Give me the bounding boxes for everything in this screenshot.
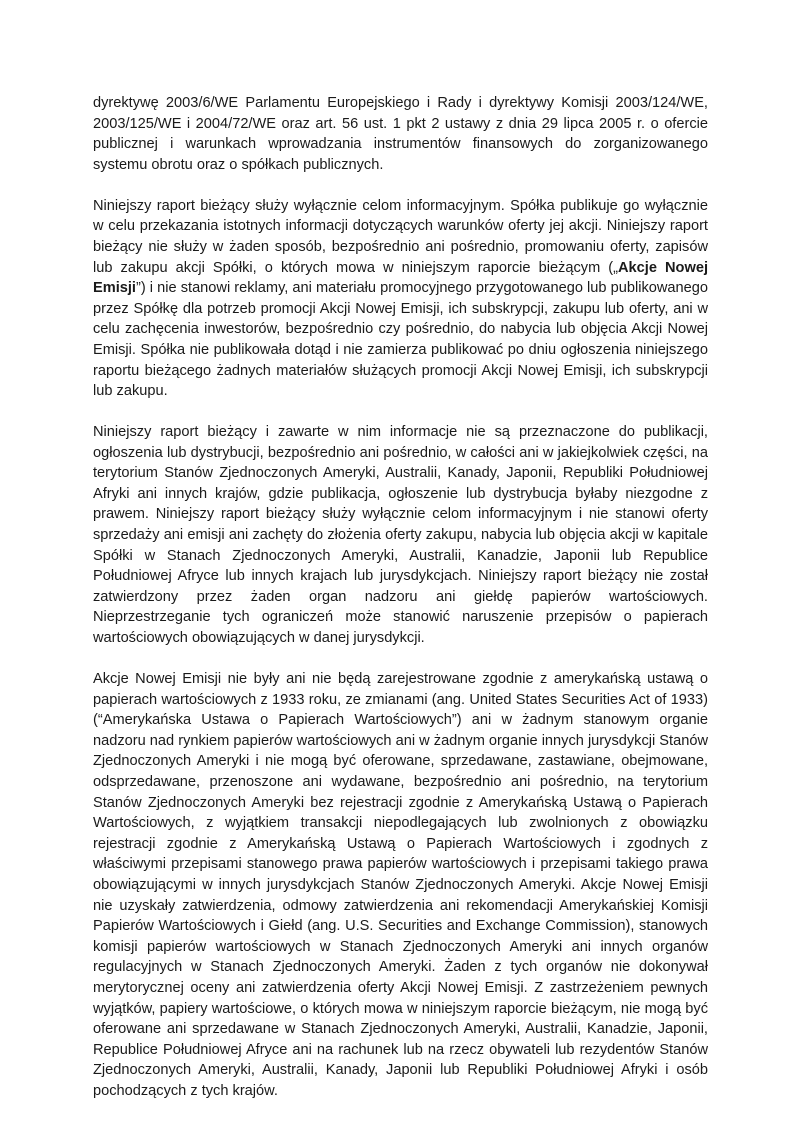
paragraph-text-after: ”) i nie stanowi reklamy, ani materiału promocyjnego przygotowanego lub publikowanego przez Spółkę dla potrzeb promocji Akcji Nowej Emisji, ich subskrypcji, zakupu lub oferty, ani w celu zachęcenia inwestorów, bezpośrednio czy pośrednio, do nabycia lub objęcia Akcji Nowej Emisji. Spółka nie publikowała dotąd i nie zamierza publikować po dniu ogłoszenia niniejszego raportu bieżącego żadnych materiałów służących promocji Akcji Nowej Emisji, ich subskrypcji lub zakupu.	[93, 280, 708, 400]
paragraph-text-before: Niniejszy raport bieżący służy wyłącznie celom informacyjnym. Spółka publikuje go wyłącznie w celu przekazania istotnych informacji dotyczących warunków oferty jej akcji. Niniejszy raport bieżący nie służy w żaden sposób, bezpośrednio ani pośrednio, promowaniu oferty, zapisów lub zakupu akcji Spółki, o których mowa w niniejszym raporcie bieżącym („	[93, 197, 708, 276]
paragraph-us-securities-act: Akcje Nowej Emisji nie były ani nie będą zarejestrowane zgodnie z amerykańską ustawą o papierach wartościowych z 1933 roku, ze zmianami (ang. United States Securities Act of 1933) (“Amerykańska Ustawa o Papierach Wartościowych”) ani w żadnym stanowym organie nadzoru nad rynkiem papierów wartościowych ani w żadnym organie innych jurysdykcji Stanów Zjednoczonych Ameryki i nie mogą być oferowane, sprzedawane, zastawiane, obejmowane, odsprzedawane, przenoszone ani wydawane, bezpośrednio ani pośrednio, na terytorium Stanów Zjednoczonych Ameryki bez rejestracji zgodnie z Amerykańską Ustawą o Papierach Wartościowych, z wyjątkiem transakcji niepodlegających lub zwolnionych z obowiązku rejestracji zgodnie z Amerykańską Ustawą o Papierach Wartościowych i zgodnych z właściwymi przepisami stanowego prawa papierów wartościowych i przepisami takiego prawa obowiązującymi w innych jurysdykcjach Stanów Zjednoczonych Ameryki. Akcje Nowej Emisji nie uzyskały zatwierdzenia, odmowy zatwierdzenia ani rekomendacji Amerykańskiej Komisji Papierów Wartościowych i Giełd (ang. U.S. Securities and Exchange Commission), stanowych komisji papierów wartościowych w Stanach Zjednoczonych Ameryki ani innych organów regulacyjnych w Stanach Zjednoczonych Ameryki. Żaden z tych organów nie dokonywał merytorycznej oceny ani zatwierdzenia oferty Akcji Nowej Emisji. Z zastrzeżeniem pewnych wyjątków, papiery wartościowe, o których mowa w niniejszym raporcie bieżącym, nie mogą być oferowane ani sprzedawane w Stanach Zjednoczonych Ameryki, Australii, Kanadzie, Japonii, Republice Południowej Afryce ani na rachunek lub na rzecz obywateli lub rezydentów Stanów Zjednoczonych Ameryki, Australii, Kanady, Japonii lub Republiki Południowej Afryki i osób pochodzących z tych krajów.	[93, 671, 708, 1099]
paragraph-informational-purpose	[93, 196, 708, 402]
paragraph-distribution-restrictions: Niniejszy raport bieżący i zawarte w nim informacje nie są przeznaczone do publikacji, ogłoszenia lub dystrybucji, bezpośrednio ani pośrednio, w całości ani w jakiejkolwiek części, na terytorium Stanów Zjednoczonych Ameryki, Australii, Kanady, Japonii, Republiki Południowej Afryki ani innych krajów, gdzie publikacja, ogłoszenie lub dystrybucja byłaby niezgodne z prawem. Niniejszy raport bieżący służy wyłącznie celom informacyjnym i nie stanowi oferty sprzedaży ani emisji ani zachęty do złożenia oferty zakupu, nabycia lub objęcia akcji w kapitale Spółki w Stanach Zjednoczonych Ameryki, Australii, Kanadzie, Japonii lub Republice Południowej Afryce lub innych krajach lub jurysdykcjach. Niniejszy raport bieżący nie został zatwierdzony przez żaden organ nadzoru ani giełdę papierów wartościowych. Nieprzestrzeganie tych ograniczeń może stanowić naruszenie przepisów o papierach wartościowych obowiązujących w danej jurysdykcji.	[93, 424, 708, 647]
defined-term-bold: Akcje Nowej Emisji	[93, 259, 708, 297]
paragraph-directives: dyrektywę 2003/6/WE Parlamentu Europejskiego i Rady i dyrektywy Komisji 2003/124/WE, 2003/125/WE i 2004/72/WE oraz art. 56 ust. 1 pkt 2 ustawy z dnia 29 lipca 2005 r. o ofercie publicznej i warunkach wprowadzania instrumentów finansowych do zorganizowanego systemu obrotu oraz o spółkach publicznych.	[93, 95, 708, 173]
document-page	[93, 93, 708, 1122]
